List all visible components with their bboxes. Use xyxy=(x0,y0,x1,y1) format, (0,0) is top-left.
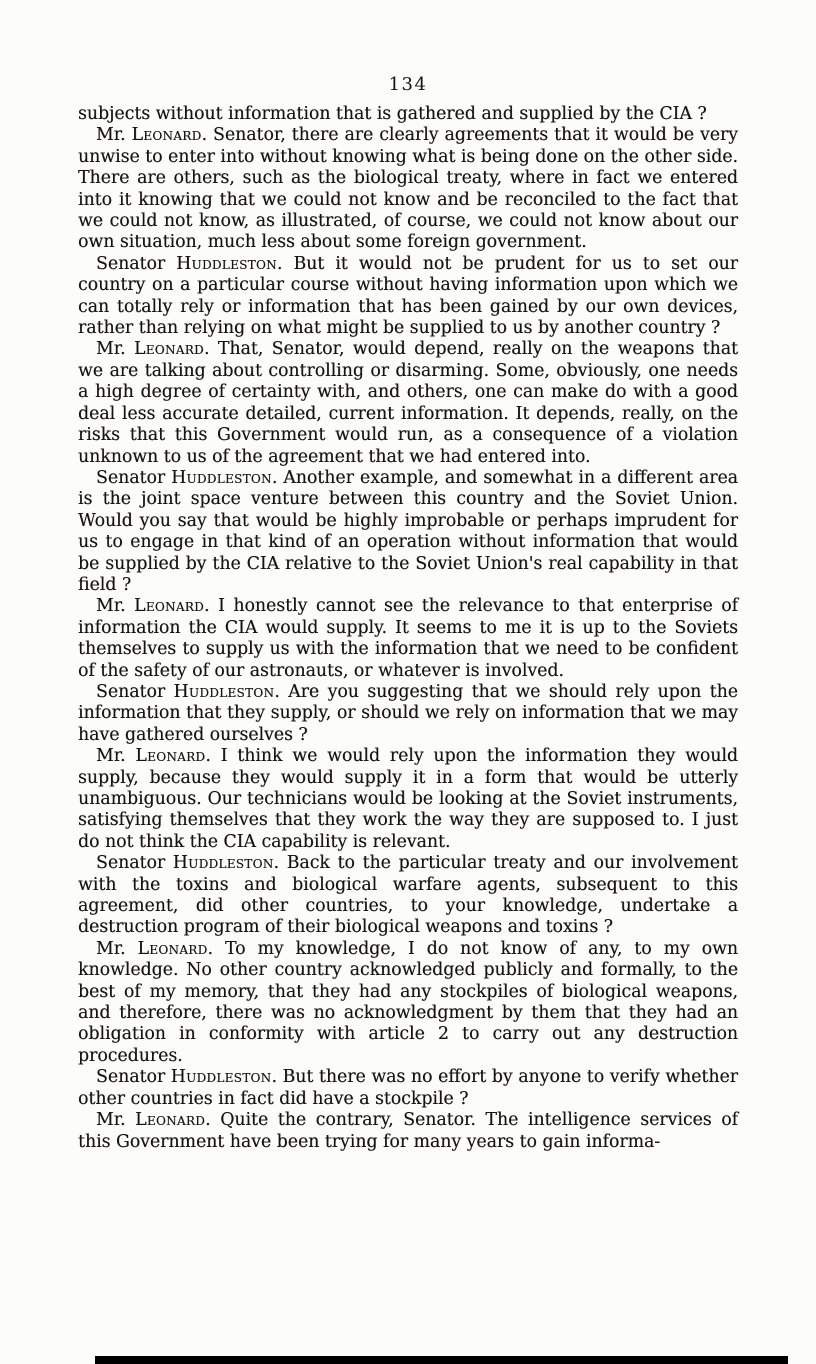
speaker-name: Senator Huddleston xyxy=(96,1067,272,1088)
paragraph: Mr. Leonard. I honestly cannot see the relevance to that enterprise of information the CIA would supply. It seems to me it is up to the Soviets themselves to supply us with the information that we need to be confident of the safety of our astronauts, or whatever is involved. xyxy=(78,596,738,681)
paragraph-text: I honestly cannot see the relevance to that enterprise of information the CIA would supply. It seems to me it is up to the Soviets themselves to supply us with the information that we need to be confident of the safety of our astronauts, or whatever is involved. xyxy=(78,596,738,681)
paragraph-text: subjects without information that is gathered and supplied by the CIA ? xyxy=(78,104,707,124)
speaker-name: Senator Huddleston xyxy=(96,681,275,702)
paragraph-text: Quite the contrary, Senator. The intelligence services of this Government have been trying for many years to gain informa- xyxy=(78,1110,738,1152)
paragraph-text: Another example, and somewhat in a different area is the joint space venture between this country and the Soviet Union. Would you say that would be highly improbable or perhaps imprudent for us to engage in that kind of an operation without information that would be supplied by the CIA relative to the Soviet Union's real capability in that field ? xyxy=(78,467,738,595)
speaker-name: Mr. Leonard xyxy=(96,125,202,146)
speaker-name: Senator Huddleston xyxy=(96,853,274,874)
transcript-text-block xyxy=(78,104,738,1153)
paragraph-text: Senator, there are clearly agreements that it would be very unwise to enter into without knowing what is being done on the other side. There are others, such as the biological treaty, where in fact we entered into it knowing that we could not know and be reconciled to the fact that we could not know, as illustrated, of course, we could not know about our own situation, much less about some foreign government. xyxy=(78,125,738,253)
paragraph: Mr. Leonard. That, Senator, would depend, really on the weapons that we are talking about controlling or disarming. Some, obviously, one needs a high degree of certainty with, and others, one can make do with a good deal less accurate detailed, current information. It depends, really, on the risks that this Government would run, as a consequence of a violation unknown to us of the agreement that we had entered into. xyxy=(78,339,738,467)
paragraph-text: Back to the particular treaty and our involvement with the toxins and biological warfare agents, subsequent to this agreement, did other countries, to your knowledge, undertake a destruction program of their biological weapons and toxins ? xyxy=(78,853,738,938)
paragraph xyxy=(78,104,738,125)
paragraph-text: I think we would rely upon the information they would supply, because they would supply it in a form that would be utterly unambiguous. Our technicians would be looking at the Soviet instruments, satisfying themselves that they work the way they are supposed to. I just do not think the CIA capability is relevant. xyxy=(78,746,738,852)
paragraph: Senator Huddleston. Another example, and somewhat in a different area is the joint space venture between this country and the Soviet Union. Would you say that would be highly improbable or perhaps imprudent for us to engage in that kind of an operation without information that would be supplied by the CIA relative to the Soviet Union's real capability in that field ? xyxy=(78,467,738,595)
paragraph-text: But there was no effort by anyone to verify whether other countries in fact did have a stockpile ? xyxy=(78,1067,738,1109)
speaker-name: Mr. Leonard xyxy=(96,1110,206,1131)
paragraph: Senator Huddleston. Back to the particular treaty and our involvement with the toxins and biological warfare agents, subsequent to this agreement, did other countries, to your knowledge, undertake a destruction program of their biological weapons and toxins ? xyxy=(78,853,738,938)
speaker-name: Mr. Leonard xyxy=(96,938,208,959)
paragraph: Senator Huddleston. Are you suggesting that we should rely upon the information that they supply, or should we rely on information that we may have gathered ourselves ? xyxy=(78,681,738,745)
speaker-name: Mr. Leonard xyxy=(96,339,204,360)
speaker-name: Senator Huddleston xyxy=(96,253,277,274)
speaker-name: Mr. Leonard xyxy=(96,746,206,767)
paragraph-text: To my knowledge, I do not know of any, to my own knowledge. No other country acknowledged publicly and formally, to the best of my memory, that they had any stockpiles of biological weapons, and therefore, there was no acknowledgment by them that they had an obligation in conformity with article 2 to carry out any destruction procedures. xyxy=(78,938,738,1066)
paragraph-text: That, Senator, would depend, really on the weapons that we are talking about controlling or disarming. Some, obviously, one needs a high degree of certainty with, and others, one can make do with a good deal less accurate detailed, current information. It depends, really, on the risks that this Government would run, as a consequence of a violation unknown to us of the agreement that we had entered into. xyxy=(78,339,738,467)
scan-artifact-bar xyxy=(95,1356,788,1364)
paragraph: Mr. Leonard. I think we would rely upon the information they would supply, because they would supply it in a form that would be utterly unambiguous. Our technicians would be looking at the Soviet instruments, satisfying themselves that they work the way they are supposed to. I just do not think the CIA capability is relevant. xyxy=(78,746,738,852)
paragraph: Senator Huddleston. But there was no effort by anyone to verify whether other countries in fact did have a stockpile ? xyxy=(78,1067,738,1109)
paragraph-text: But it would not be prudent for us to set our country on a particular course without having information upon which we can totally rely or information that has been gained by our own devices, rather than relying on what might be supplied to us by another country ? xyxy=(78,253,738,339)
paragraph-text: Are you suggesting that we should rely upon the information that they supply, or should we rely on information that we may have gathered ourselves ? xyxy=(78,681,738,745)
paragraph: Mr. Leonard. Quite the contrary, Senator. The intelligence services of this Government have been trying for many years to gain informa- xyxy=(78,1110,738,1152)
paragraph: Mr. Leonard. Senator, there are clearly agreements that it would be very unwise to enter into without knowing what is being done on the other side. There are others, such as the biological treaty, where in fact we entered into it knowing that we could not know and be reconciled to the fact that we could not know, as illustrated, of course, we could not know about our own situation, much less about some foreign government. xyxy=(78,125,738,253)
page-number: 134 xyxy=(388,74,428,95)
speaker-name: Senator Huddleston xyxy=(96,467,272,488)
paragraph: Mr. Leonard. To my knowledge, I do not know of any, to my own knowledge. No other country acknowledged publicly and formally, to the best of my memory, that they had any stockpiles of biological weapons, and therefore, there was no acknowledgment by them that they had an obligation in conformity with article 2 to carry out any destruction procedures. xyxy=(78,938,738,1066)
paragraph: Senator Huddleston. But it would not be prudent for us to set our country on a particular course without having information upon which we can totally rely or information that has been gained by our own devices, rather than relying on what might be supplied to us by another country ? xyxy=(78,253,738,339)
speaker-name: Mr. Leonard xyxy=(96,596,205,617)
